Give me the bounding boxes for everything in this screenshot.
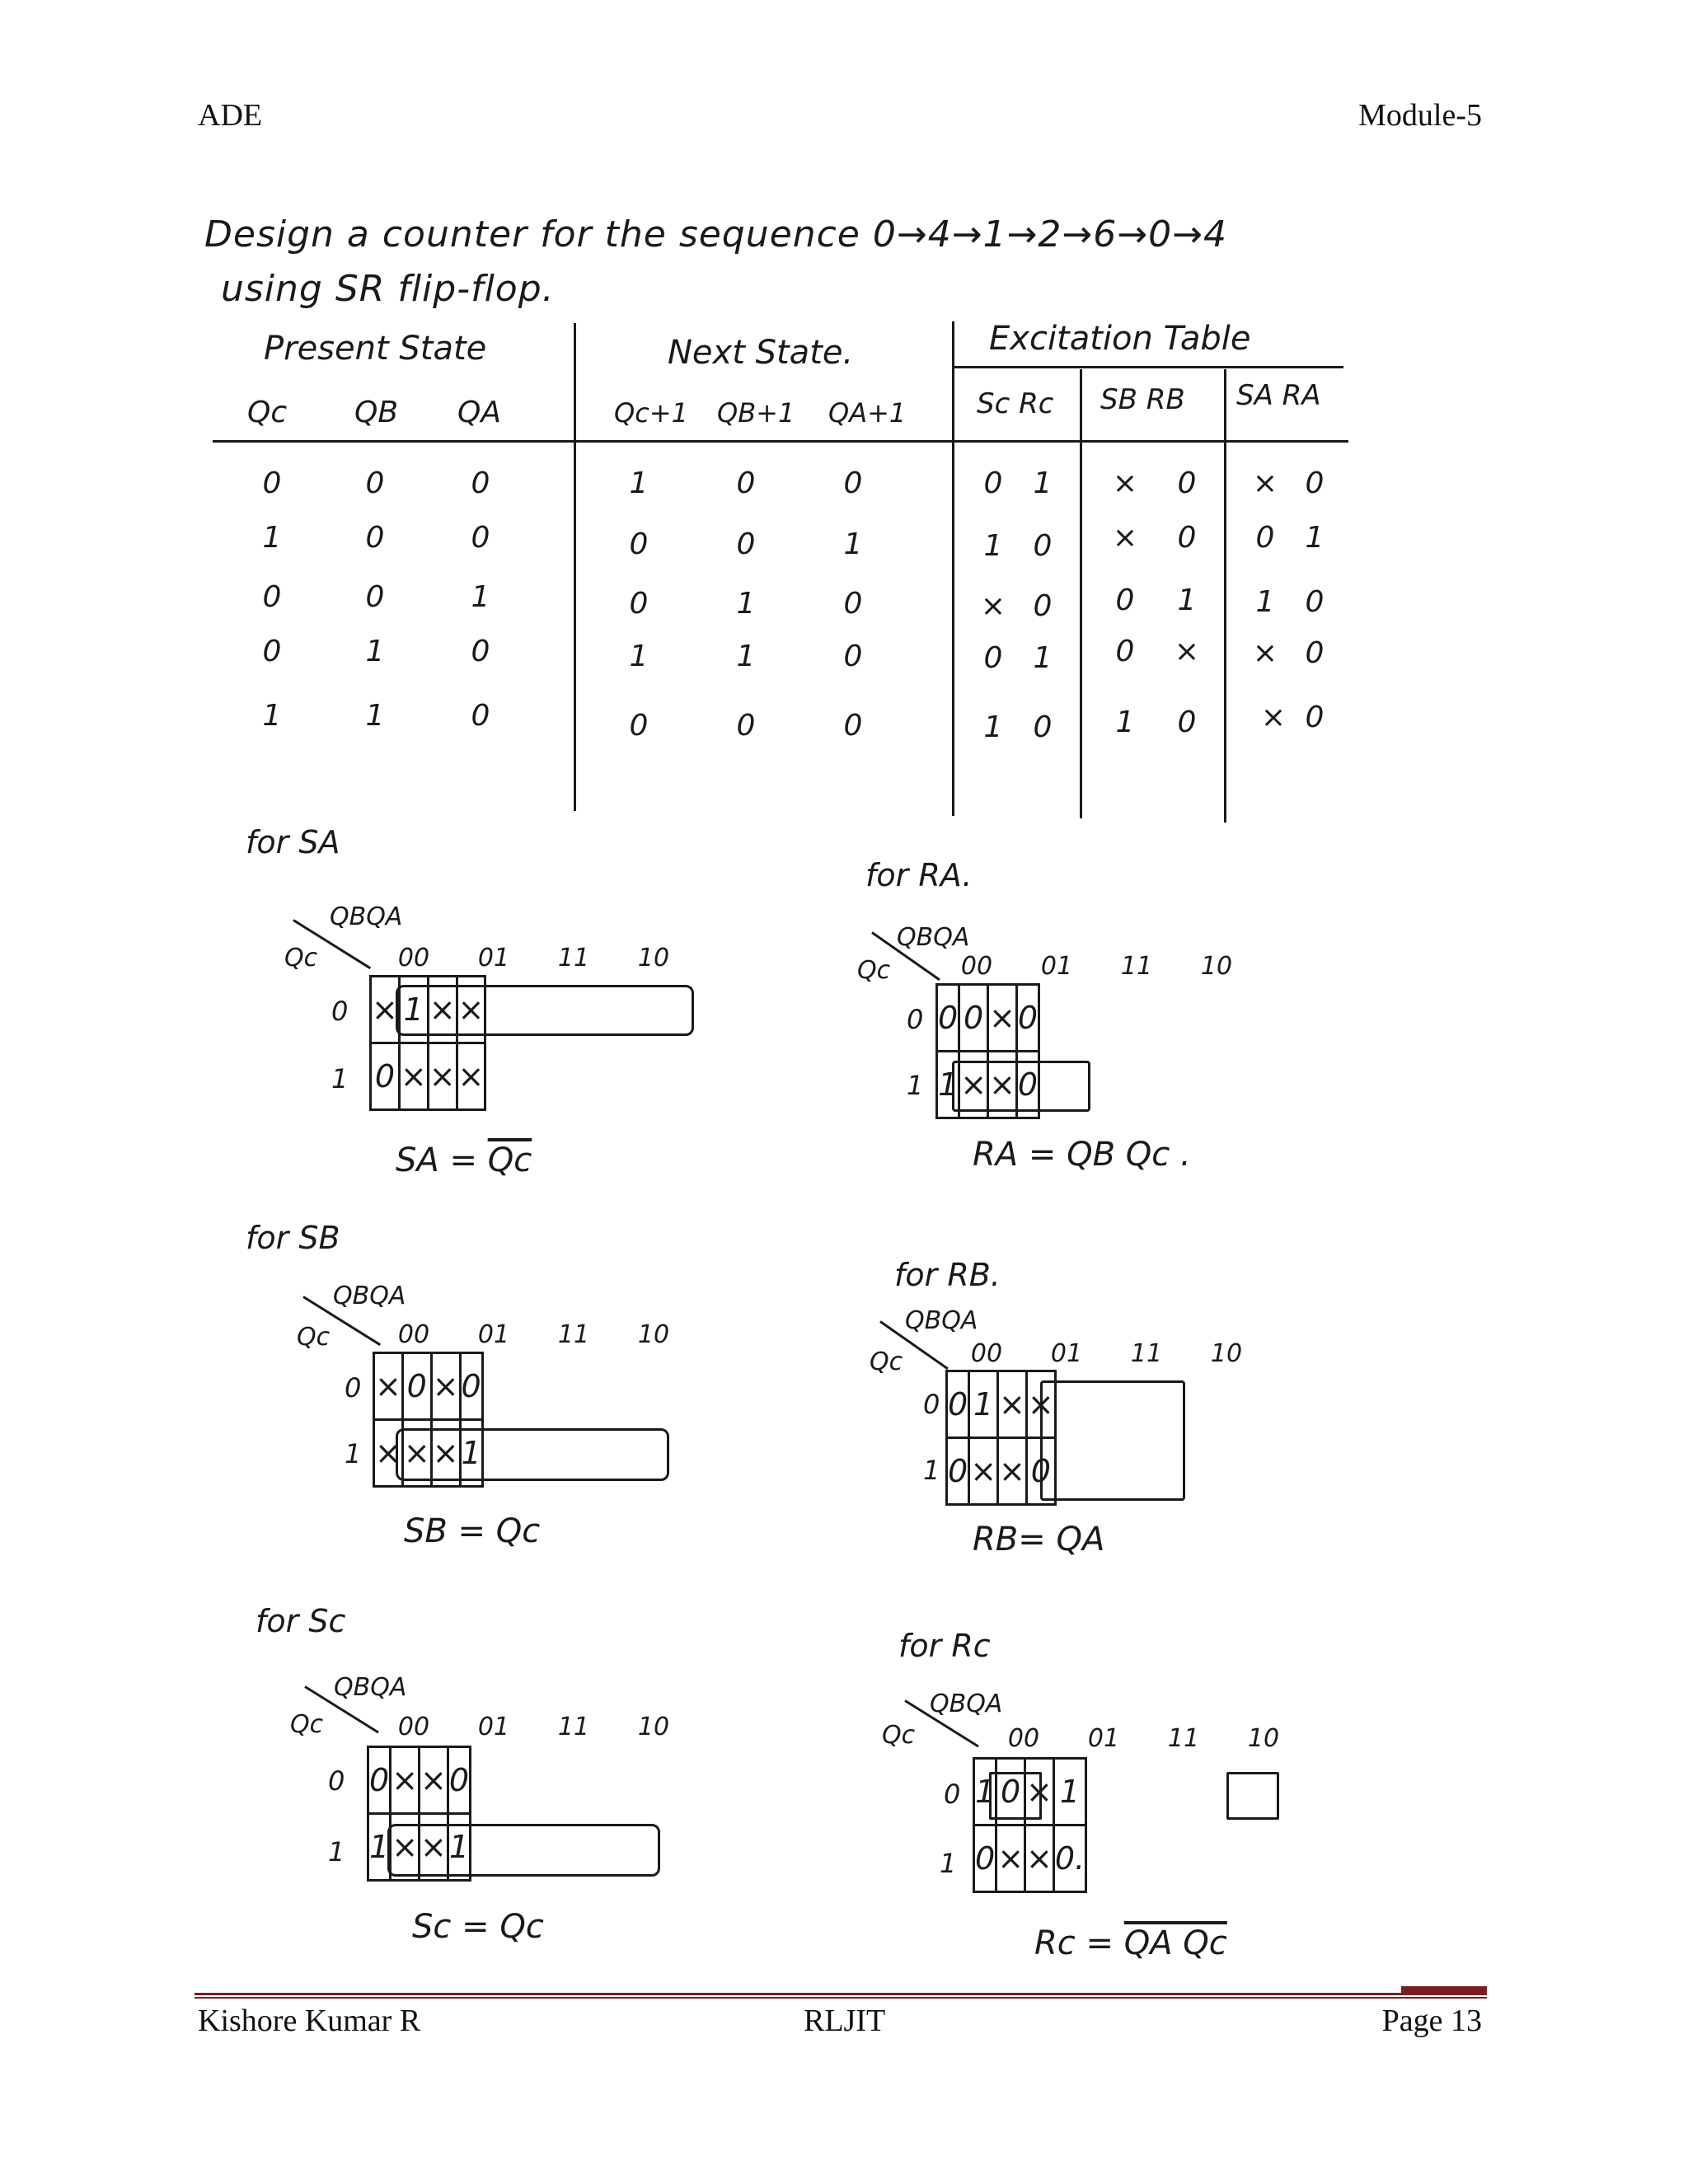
kmap-corner-top: QBQA	[333, 1282, 406, 1310]
kmap-cell: ×	[374, 1353, 403, 1420]
col-qb: QB	[354, 396, 399, 429]
kmap-cell: ×	[1026, 1371, 1055, 1438]
cell: 0	[1033, 529, 1053, 563]
col-head: 01	[477, 1713, 510, 1741]
cell: 0	[471, 466, 490, 500]
col-head: 10	[637, 1713, 670, 1741]
col-head: 11	[1130, 1339, 1163, 1368]
kmap-cell: ×	[1025, 1825, 1054, 1892]
row-head: 0	[923, 1389, 940, 1420]
eq-rhs: Qc	[499, 1908, 544, 1946]
cell: 0	[262, 466, 282, 500]
cell: 0	[1115, 635, 1135, 668]
cell: 0	[1033, 710, 1053, 744]
cell: 1	[843, 527, 863, 561]
cell: 1	[1033, 641, 1053, 675]
kmap-cell: 0	[1026, 1438, 1055, 1505]
kmap-cell: 0	[402, 1353, 431, 1420]
row-head: 0	[328, 1765, 345, 1797]
kmap-group	[396, 985, 694, 1036]
kmap-corner-top: QBQA	[930, 1690, 1003, 1718]
kmap-cell: ×	[428, 977, 457, 1043]
eq-rhs: QA Qc	[1123, 1924, 1227, 1962]
col-head: 01	[477, 1320, 510, 1349]
kmap-title: for RB.	[894, 1257, 1001, 1293]
cell: ×	[1112, 521, 1138, 555]
cell: 1	[1255, 585, 1275, 619]
cell: 0	[1177, 521, 1197, 555]
problem-statement	[204, 208, 1227, 316]
kmap-cell: 1	[399, 977, 428, 1043]
cell: 0	[262, 635, 282, 668]
kmap-cell: ×	[969, 1438, 998, 1505]
present-state-title: Present State	[264, 330, 487, 368]
col-qa-next: QA+1	[828, 397, 907, 429]
kmap-equation	[1034, 1924, 1227, 1962]
kmap-corner-left: Qc	[290, 1710, 324, 1739]
kmap-cell: ×	[996, 1825, 1025, 1892]
kmap-cell: 0	[996, 1759, 1025, 1825]
kmap-cell: ×	[998, 1438, 1027, 1505]
col-head: 00	[397, 944, 430, 972]
kmap-cell: 0	[1016, 985, 1039, 1052]
row-head: 1	[345, 1438, 362, 1469]
kmap-group	[387, 1824, 660, 1877]
excitation-title: Excitation Table	[989, 320, 1251, 358]
row-head: 0	[944, 1779, 961, 1810]
eq-lhs: SB =	[404, 1512, 486, 1550]
kmap-group	[952, 1061, 1090, 1112]
kmap-cell: 0	[959, 985, 988, 1052]
cell: 0	[471, 521, 490, 555]
kmap-group	[989, 1772, 1042, 1820]
table-divider-2	[952, 321, 954, 816]
kmap-cell: ×	[431, 1353, 460, 1420]
cell: 0	[1177, 705, 1197, 739]
kmap-cell: 1	[448, 1814, 470, 1881]
col-head: 01	[1050, 1339, 1083, 1368]
kmap-cell: 1	[368, 1814, 391, 1881]
kmap-cell: 0	[974, 1825, 996, 1892]
cell: 0	[1305, 585, 1325, 619]
row-head: 1	[328, 1836, 345, 1868]
kmap-cell: ×	[420, 1747, 448, 1814]
kmap-title: for RA.	[865, 857, 973, 893]
kmap-group	[396, 1428, 669, 1481]
eq-lhs: SA =	[396, 1141, 477, 1179]
col-head: 11	[1120, 952, 1153, 981]
cell: 0	[471, 635, 490, 668]
kmap-cell: 1	[1053, 1759, 1085, 1825]
row-head: 0	[345, 1372, 362, 1404]
row-head: 0	[907, 1004, 924, 1035]
kmap-cell: ×	[402, 1420, 431, 1487]
cell: 0	[365, 580, 385, 614]
cell: 0	[843, 709, 863, 743]
row-head: 1	[331, 1063, 349, 1094]
cell: 1	[471, 580, 490, 614]
problem-line-2: using SR flip-flop.	[221, 268, 555, 310]
table-divider-3	[1080, 369, 1082, 818]
row-head: 1	[907, 1070, 924, 1101]
kmap-cell: ×	[420, 1814, 448, 1881]
kmap-cell: 0	[1016, 1052, 1039, 1118]
table-divider-4	[1224, 369, 1226, 823]
cell: 0	[471, 699, 490, 733]
kmap-cell: ×	[988, 985, 1017, 1052]
cell: 1	[365, 699, 385, 733]
kmap-corner-top: QBQA	[330, 902, 403, 931]
col-head: 11	[557, 1320, 590, 1349]
cell: 1	[983, 529, 1003, 563]
footer-rule	[195, 1993, 1487, 1995]
kmap-cell: ×	[988, 1052, 1017, 1118]
cell: 0	[983, 641, 1003, 675]
cell: 1	[736, 640, 756, 673]
kmap-cell: 1	[460, 1420, 482, 1487]
cell: 1	[736, 587, 756, 621]
header-left: ADE	[198, 98, 263, 133]
cell: 1	[1177, 583, 1197, 617]
cell: 0	[629, 527, 649, 561]
col-head: 00	[960, 952, 993, 981]
kmap-corner-left: Qc	[870, 1347, 903, 1376]
cell: ×	[980, 589, 1006, 623]
footer-rule-secondary	[195, 1997, 1487, 1999]
kmap-title: for SA	[246, 824, 340, 860]
cell: 0	[843, 587, 863, 621]
row-head: 1	[923, 1455, 940, 1486]
kmap-equation	[412, 1908, 544, 1946]
cell: 1	[1115, 705, 1135, 739]
eq-lhs: Rc =	[1034, 1924, 1114, 1962]
col-head: 10	[1247, 1724, 1280, 1753]
cell: 0	[1305, 636, 1325, 670]
eq-lhs: Sc =	[412, 1908, 490, 1946]
kmap-cell: 0	[448, 1747, 470, 1814]
col-head: 10	[637, 944, 670, 972]
kmap-corner-top: QBQA	[334, 1673, 407, 1702]
kmap-cell: ×	[371, 977, 400, 1043]
cell: 0	[1177, 466, 1197, 500]
kmap-cell: ×	[1025, 1759, 1054, 1825]
kmap-cell: 1	[969, 1371, 998, 1438]
col-qa: QA	[457, 396, 501, 429]
kmap-cell: ×	[431, 1420, 460, 1487]
footer-page-number: Page 13	[1381, 2004, 1482, 2038]
cell: 0	[736, 527, 756, 561]
cell: 0	[1115, 583, 1135, 617]
kmap-group	[1040, 1380, 1185, 1501]
kmap-cell: 0	[460, 1353, 482, 1420]
col-head: 01	[1040, 952, 1073, 981]
table-header-rule	[213, 440, 1348, 443]
cell: 0	[1033, 589, 1053, 623]
eq-lhs: RA =	[973, 1136, 1057, 1174]
cell: 1	[1033, 466, 1053, 500]
next-state-title: Next State.	[668, 334, 854, 372]
cell: 0	[736, 709, 756, 743]
cell: 1	[629, 640, 649, 673]
kmap-cell: ×	[428, 1043, 457, 1110]
kmap-title: for Sc	[256, 1603, 346, 1639]
cell: 0	[629, 709, 649, 743]
kmap-cell: ×	[457, 1043, 485, 1110]
col-head: 00	[397, 1713, 430, 1741]
kmap-equation	[396, 1141, 532, 1179]
kmap-cell: ×	[457, 977, 485, 1043]
footer-institution: RLJIT	[804, 2004, 886, 2038]
cell: 1	[983, 710, 1003, 744]
kmap-group	[1226, 1772, 1279, 1820]
col-head: 11	[557, 944, 590, 972]
kmap-corner-top: QBQA	[897, 923, 970, 952]
col-head: 10	[637, 1320, 670, 1349]
kmap-corner-left: Qc	[284, 944, 318, 972]
col-head: 01	[477, 944, 510, 972]
kmap-cell: 1	[974, 1759, 996, 1825]
kmap-cell: 0	[371, 1043, 400, 1110]
col-head: 01	[1087, 1724, 1120, 1753]
kmap-cell: 0	[947, 1438, 969, 1505]
cell: 0	[736, 466, 756, 500]
kmap-cell: 0	[947, 1371, 969, 1438]
cell: ×	[1252, 466, 1278, 500]
cell: 1	[629, 466, 649, 500]
kmap-cell: ×	[399, 1043, 428, 1110]
kmap-cell: ×	[959, 1052, 988, 1118]
footer-author: Kishore Kumar R	[198, 2004, 421, 2038]
kmap-corner-left: Qc	[297, 1323, 331, 1352]
col-sb-rb: SB RB	[1100, 383, 1185, 416]
kmap-cell: ×	[391, 1747, 420, 1814]
kmap-cell: 1	[937, 1052, 959, 1118]
col-head: 00	[397, 1320, 430, 1349]
col-sa-ra: SA RA	[1236, 379, 1321, 412]
header-right: Module-5	[1358, 98, 1482, 133]
col-head: 11	[557, 1713, 590, 1741]
eq-lhs: RB=	[973, 1521, 1046, 1558]
cell: ×	[1260, 701, 1287, 734]
kmap-equation	[973, 1521, 1104, 1558]
kmap-cell: ×	[374, 1420, 403, 1487]
kmap-corner-top: QBQA	[905, 1306, 978, 1335]
cell: 0	[843, 466, 863, 500]
kmap-corner-left: Qc	[857, 956, 891, 985]
cell: 1	[262, 699, 282, 733]
cell: ×	[1174, 635, 1200, 668]
eq-rhs: $\overline{Qc}$	[487, 1141, 532, 1179]
col-head: 10	[1210, 1339, 1243, 1368]
excitation-title-rule	[952, 366, 1343, 368]
col-head: 11	[1167, 1724, 1200, 1753]
cell: 1	[1305, 521, 1325, 555]
cell: 0	[1305, 701, 1325, 734]
cell: 0	[629, 587, 649, 621]
col-qb-next: QB+1	[717, 397, 795, 429]
kmap-cell: 0	[937, 985, 959, 1052]
cell: 0	[262, 580, 282, 614]
cell: 1	[365, 635, 385, 668]
eq-rhs: QB Qc .	[1067, 1136, 1191, 1174]
kmap-cell: ×	[391, 1814, 420, 1881]
kmap-title: for Rc	[898, 1628, 991, 1664]
kmap-equation	[973, 1136, 1191, 1174]
col-sc-rc: Sc Rc	[977, 387, 1054, 420]
kmap-title: for SB	[246, 1220, 340, 1256]
eq-rhs: QA	[1056, 1521, 1105, 1558]
cell: 1	[262, 521, 282, 555]
col-qc-next: Qc+1	[614, 397, 688, 429]
kmap-corner-left: Qc	[882, 1721, 916, 1750]
table-divider-1	[574, 323, 576, 811]
cell: 0	[983, 466, 1003, 500]
kmap-cell: ×	[998, 1371, 1027, 1438]
cell: ×	[1252, 636, 1278, 670]
kmap-cell: 0	[368, 1747, 391, 1814]
col-head: 10	[1200, 952, 1233, 981]
col-qc: Qc	[247, 396, 288, 429]
cell: 0	[365, 521, 385, 555]
cell: ×	[1112, 466, 1138, 500]
problem-line-1: Design a counter for the sequence 0→4→1→2→6→0→4	[204, 213, 1227, 255]
col-head: 00	[970, 1339, 1003, 1368]
col-head: 00	[1007, 1724, 1040, 1753]
row-head: 0	[331, 996, 349, 1027]
cell: 0	[365, 466, 385, 500]
cell: 0	[1255, 521, 1275, 555]
kmap-equation	[404, 1512, 540, 1550]
row-head: 1	[940, 1848, 957, 1879]
kmap-cell: 0.	[1053, 1825, 1085, 1892]
cell: 0	[1305, 466, 1325, 500]
cell: 0	[843, 640, 863, 673]
eq-rhs: Qc	[495, 1512, 541, 1550]
